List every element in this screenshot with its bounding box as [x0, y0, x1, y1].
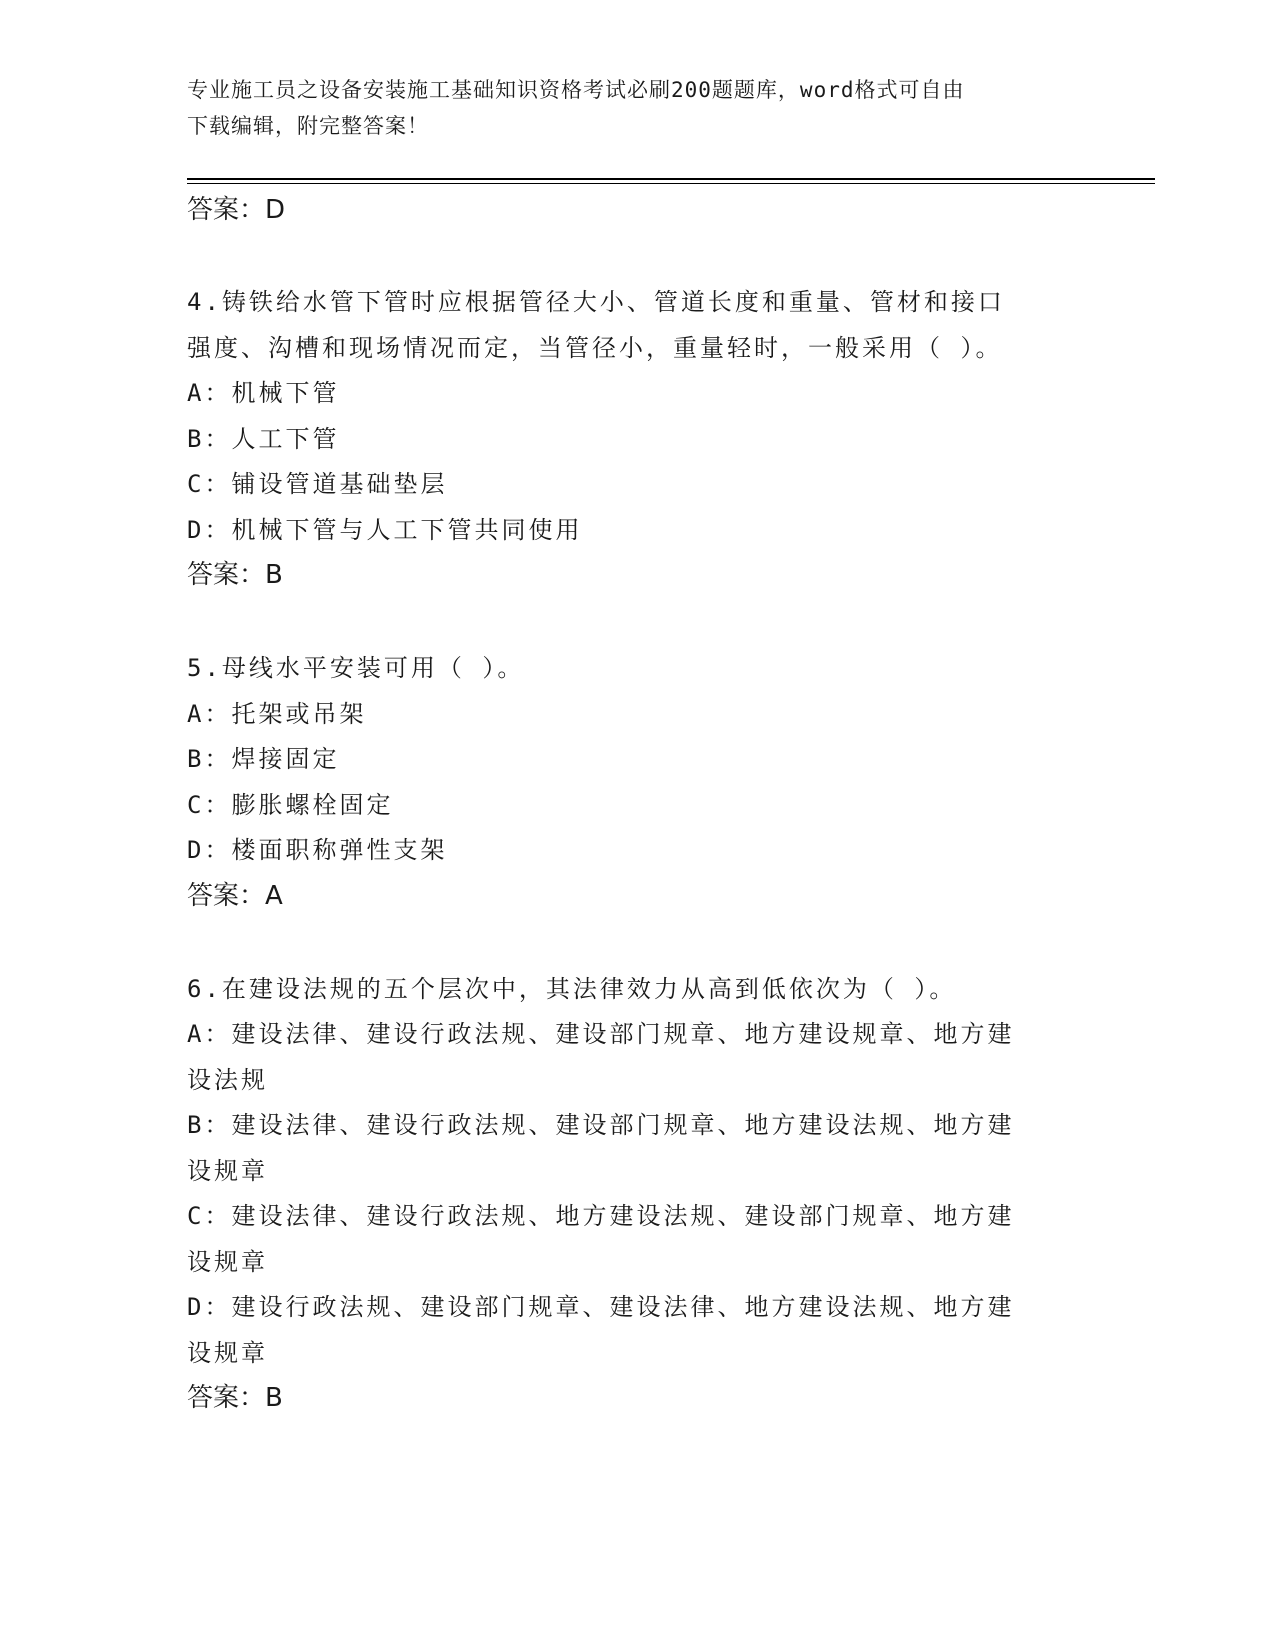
spacer	[187, 232, 1087, 280]
spacer	[187, 598, 1087, 646]
option-b: B：焊接固定	[187, 745, 340, 773]
header-title-line-1: 专业施工员之设备安装施工基础知识资格考试必刷200题题库，word格式可自由	[187, 78, 965, 102]
document-header	[187, 72, 1087, 144]
option-a: A：托架或吊架	[187, 699, 367, 728]
option-c-continuation: 设规章	[187, 1247, 268, 1276]
question-stem-line: 5.母线水平安装可用（ ）。	[187, 654, 525, 682]
option-b: B：人工下管	[187, 424, 340, 453]
question-block-4	[187, 280, 1087, 598]
option-a: A：建设法律、建设行政法规、建设部门规章、地方建设规章、地方建	[187, 1020, 1015, 1048]
header-divider-thin	[187, 183, 1155, 184]
question-block-5	[187, 646, 1087, 919]
spacer	[187, 919, 1087, 967]
question-stem-line: 6.在建设法规的五个层次中，其法律效力从高到低依次为（ ）。	[187, 974, 957, 1003]
question-answer: 答案：B	[187, 560, 283, 590]
option-d: D：建设行政法规、建设部门规章、建设法律、地方建设法规、地方建	[187, 1293, 1015, 1321]
option-a-continuation: 设法规	[187, 1065, 268, 1094]
question-answer: 答案：A	[187, 880, 283, 911]
question-stem-line: 4.铸铁给水管下管时应根据管径大小、管道长度和重量、管材和接口	[187, 288, 1005, 316]
option-d-continuation: 设规章	[187, 1338, 268, 1367]
header-title-line-2: 下载编辑，附完整答案！	[187, 114, 429, 138]
question-answer: 答案：B	[187, 1383, 283, 1413]
previous-question-answer: 答案：D	[187, 195, 286, 225]
question-stem-line: 强度、沟槽和现场情况而定，当管径小，重量轻时，一般采用（ ）。	[187, 333, 1003, 362]
question-block-6	[187, 967, 1087, 1422]
header-divider-thick	[187, 178, 1155, 180]
option-c: C：膨胀螺栓固定	[187, 790, 394, 819]
option-b-continuation: 设规章	[187, 1156, 268, 1185]
question-list	[187, 188, 1087, 1421]
option-a: A：机械下管	[187, 379, 340, 407]
option-b: B：建设法律、建设行政法规、建设部门规章、地方建设法规、地方建	[187, 1111, 1015, 1139]
option-d: D：机械下管与人工下管共同使用	[187, 515, 583, 544]
option-c: C：建设法律、建设行政法规、地方建设法规、建设部门规章、地方建	[187, 1202, 1015, 1230]
option-d: D：楼面职称弹性支架	[187, 836, 448, 864]
option-c: C：铺设管道基础垫层	[187, 470, 448, 498]
